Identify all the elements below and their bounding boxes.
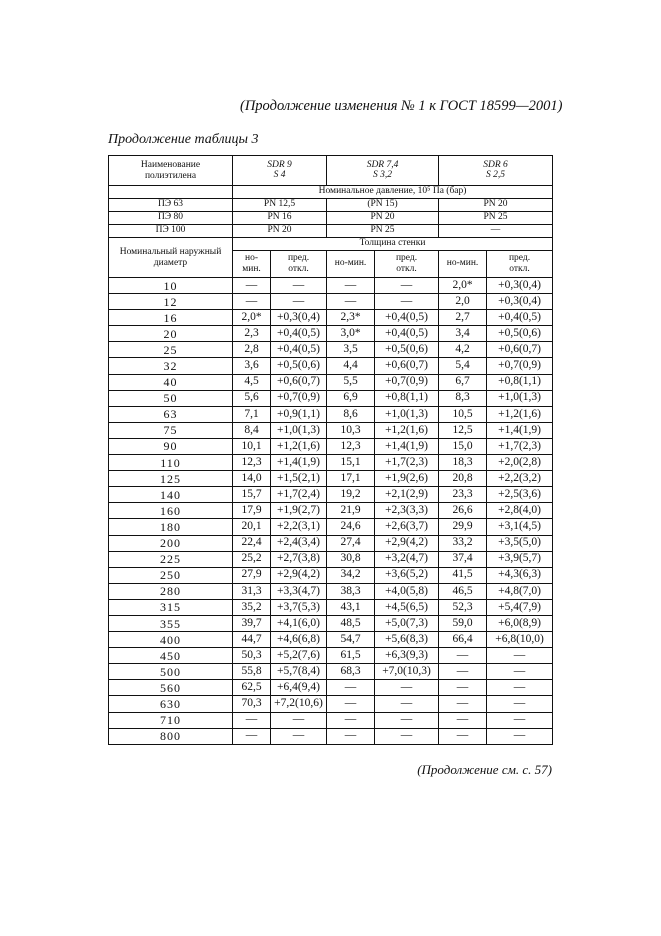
wall-thickness-nominal: — [233,712,271,728]
wall-thickness-nominal: 15,1 [327,455,375,471]
nominal-diameter: 630 [109,696,233,712]
wall-thickness-nominal: 12,3 [327,438,375,454]
wall-thickness-nominal: 27,4 [327,535,375,551]
pressure-value: (PN 15) [327,199,439,212]
table-row [109,535,553,551]
wall-thickness-nominal: 12,5 [439,422,487,438]
wall-thickness-nominal: 59,0 [439,615,487,631]
pe-grade: ПЭ 100 [109,225,233,238]
wall-thickness-tolerance: — [375,278,439,294]
s-label: S 2,5 [486,169,506,180]
wall-thickness-nominal: 66,4 [439,632,487,648]
nominal-diameter: 500 [109,664,233,680]
wall-thickness-tolerance: +0,7(0,9) [271,390,327,406]
wall-thickness-nominal: 10,5 [439,406,487,422]
wall-thickness-nominal: — [439,728,487,744]
wall-thickness-tolerance: +0,6(0,7) [271,374,327,390]
wall-thickness-tolerance: +0,4(0,5) [375,326,439,342]
nominal-diameter: 355 [109,615,233,631]
pressure-value: PN 25 [327,225,439,238]
wall-thickness-tolerance: — [375,680,439,696]
nominal-diameter: 75 [109,422,233,438]
wall-thickness-nominal: 29,9 [439,519,487,535]
nominal-diameter: 125 [109,471,233,487]
wall-thickness-nominal: 3,0* [327,326,375,342]
wall-thickness-nominal: 8,6 [327,406,375,422]
pressure-header: Номинальное давление, 10⁵ Па (бар) [233,186,553,199]
sdr-header-cell [439,156,553,186]
table-caption: Продолжение таблицы 3 [108,132,259,147]
wall-thickness-tolerance: +1,0(1,3) [375,406,439,422]
wall-thickness-tolerance: +1,0(1,3) [487,390,553,406]
wall-thickness-nominal: 24,6 [327,519,375,535]
wall-thickness-tolerance: — [487,728,553,744]
wall-thickness-tolerance: +6,4(9,4) [271,680,327,696]
wall-thickness-tolerance: — [375,696,439,712]
nominal-diameter: 800 [109,728,233,744]
dev-label: пред. откл. [487,251,553,278]
wall-thickness-tolerance: +1,4(1,9) [271,455,327,471]
nominal-diameter: 90 [109,438,233,454]
pressure-row [109,199,553,212]
wall-thickness-nominal: 3,5 [327,342,375,358]
table-row [109,310,553,326]
wall-thickness-tolerance: +2,8(4,0) [487,503,553,519]
wall-thickness-tolerance: +1,2(1,6) [375,422,439,438]
wall-thickness-tolerance: +2,4(3,4) [271,535,327,551]
nominal-diameter: 50 [109,390,233,406]
sdr-label: SDR 7,4 [366,160,399,170]
wall-thickness-nominal: — [439,712,487,728]
dimensions-table [108,155,553,745]
wall-thickness-nominal: 43,1 [327,599,375,615]
sdr-header-cell [233,156,327,186]
wall-thickness-tolerance: +1,0(1,3) [271,422,327,438]
wall-thickness-nominal: — [327,680,375,696]
wall-thickness-tolerance: — [375,728,439,744]
pressure-header-row [109,186,553,199]
wall-thickness-tolerance: +1,9(2,6) [375,471,439,487]
nominal-diameter: 25 [109,342,233,358]
wall-thickness-nominal: 18,3 [439,455,487,471]
wall-thickness-nominal: 61,5 [327,648,375,664]
pressure-value: PN 20 [233,225,327,238]
wall-thickness-tolerance: — [487,696,553,712]
wall-thickness-tolerance: +3,5(5,0) [487,535,553,551]
wall-thickness-tolerance: +2,2(3,1) [271,519,327,535]
wall-thickness-nominal: 52,3 [439,599,487,615]
s-label: S 4 [273,169,286,180]
wall-thickness-tolerance: +2,2(3,2) [487,471,553,487]
wall-thickness-tolerance: — [487,712,553,728]
wall-thickness-tolerance: +2,9(4,2) [271,567,327,583]
wall-thickness-tolerance: +4,1(6,0) [271,615,327,631]
wall-thickness-tolerance: +1,2(1,6) [487,406,553,422]
wall-thickness-nominal: 34,2 [327,567,375,583]
wall-thickness-nominal: 15,0 [439,438,487,454]
wall-thickness-nominal: — [233,728,271,744]
wall-thickness-tolerance: +0,8(1,1) [375,390,439,406]
wall-thickness-tolerance: +0,7(0,9) [487,358,553,374]
wall-thickness-nominal: 2,0 [439,294,487,310]
nominal-diameter: 400 [109,632,233,648]
wall-thickness-tolerance: +0,3(0,4) [487,294,553,310]
blank-cell [109,186,233,199]
pressure-value: PN 25 [439,212,553,225]
wall-thickness-nominal: 55,8 [233,664,271,680]
wall-thickness-tolerance: +2,3(3,3) [375,503,439,519]
wall-thickness-nominal: — [327,712,375,728]
wall-thickness-nominal: 17,1 [327,471,375,487]
wall-thickness-nominal: 37,4 [439,551,487,567]
pressure-value: PN 16 [233,212,327,225]
wall-thickness-tolerance: +4,5(6,5) [375,599,439,615]
wall-thickness-nominal: 17,9 [233,503,271,519]
table-row [109,374,553,390]
sdr-label: SDR 9 [267,160,292,170]
table-row [109,519,553,535]
wall-thickness-nominal: — [327,294,375,310]
wall-thickness-nominal: — [439,680,487,696]
wall-thickness-row [109,238,553,251]
wall-thickness-tolerance: +1,7(2,3) [375,455,439,471]
wall-thickness-nominal: 2,0* [439,278,487,294]
wall-thickness-nominal: 33,2 [439,535,487,551]
wall-thickness-nominal: 62,5 [233,680,271,696]
wall-thickness-tolerance: +0,5(0,6) [375,342,439,358]
wall-thickness-tolerance: +4,0(5,8) [375,583,439,599]
wall-thickness-nominal: 23,3 [439,487,487,503]
wall-thickness-tolerance: +3,9(5,7) [487,551,553,567]
wall-thickness-tolerance: +0,6(0,7) [487,342,553,358]
table-row [109,648,553,664]
wall-thickness-nominal: 4,2 [439,342,487,358]
wall-thickness-nominal: 41,5 [439,567,487,583]
nominal-diameter: 160 [109,503,233,519]
wall-thickness-nominal: 25,2 [233,551,271,567]
pressure-value: PN 20 [327,212,439,225]
sdr-label: SDR 6 [483,160,508,170]
pressure-value: — [439,225,553,238]
wall-thickness-nominal: 35,2 [233,599,271,615]
pressure-row [109,212,553,225]
pe-grade: ПЭ 63 [109,199,233,212]
pressure-value: PN 12,5 [233,199,327,212]
table-row [109,326,553,342]
table-row [109,358,553,374]
wall-thickness-nominal: 3,4 [439,326,487,342]
wall-thickness-nominal: 2,8 [233,342,271,358]
wall-thickness-tolerance: +1,4(1,9) [375,438,439,454]
wall-thickness-tolerance: +0,5(0,6) [487,326,553,342]
wall-thickness-tolerance: — [487,664,553,680]
wall-thickness-nominal: 20,8 [439,471,487,487]
wall-thickness-nominal: — [327,696,375,712]
table-row [109,728,553,744]
nominal-diameter: 250 [109,567,233,583]
nominal-diameter: 63 [109,406,233,422]
wall-thickness-nominal: 48,5 [327,615,375,631]
wall-thickness-tolerance: +5,2(7,6) [271,648,327,664]
wall-thickness-nominal: 2,3* [327,310,375,326]
wall-thickness-tolerance: +7,0(10,3) [375,664,439,680]
wall-thickness-tolerance: +2,5(3,6) [487,487,553,503]
table-row [109,455,553,471]
nom-label: но-мин. [233,251,271,278]
wall-thickness-nominal: 21,9 [327,503,375,519]
footer-note: (Продолжение см. с. 57) [417,762,552,777]
table-row [109,487,553,503]
table-row [109,615,553,631]
wall-thickness-tolerance: +2,9(4,2) [375,535,439,551]
wall-thickness-tolerance: — [375,294,439,310]
nom-label: но-мин. [327,251,375,278]
table-row [109,406,553,422]
nominal-diameter: 225 [109,551,233,567]
wall-thickness-tolerance: +2,6(3,7) [375,519,439,535]
wall-thickness-nominal: 70,3 [233,696,271,712]
wall-thickness-nominal: 38,3 [327,583,375,599]
wall-thickness-nominal: 7,1 [233,406,271,422]
nominal-diameter: 10 [109,278,233,294]
wall-thickness-nominal: 6,9 [327,390,375,406]
table-row [109,390,553,406]
wall-thickness-nominal: 2,7 [439,310,487,326]
wall-thickness-nominal: 54,7 [327,632,375,648]
table-row [109,471,553,487]
wall-thickness-nominal: 8,3 [439,390,487,406]
table-row [109,551,553,567]
wall-thickness-tolerance: +3,2(4,7) [375,551,439,567]
wall-thickness-tolerance: — [271,278,327,294]
diameter-label: Номинальный наружный диаметр [109,238,233,278]
wall-thickness-tolerance: +0,6(0,7) [375,358,439,374]
header-note: (Продолжение изменения № 1 к ГОСТ 18599—2001) [240,98,563,114]
wall-thickness-nominal: 3,6 [233,358,271,374]
wall-thickness-nominal: 31,3 [233,583,271,599]
wall-thickness-nominal: — [233,278,271,294]
table-row [109,278,553,294]
wall-thickness-nominal: 30,8 [327,551,375,567]
wall-thickness-tolerance: +1,7(2,4) [271,487,327,503]
wall-thickness-tolerance: +0,8(1,1) [487,374,553,390]
wall-thickness-tolerance: +2,0(2,8) [487,455,553,471]
nominal-diameter: 140 [109,487,233,503]
wall-thickness-tolerance: +0,9(1,1) [271,406,327,422]
wall-thickness-nominal: — [327,728,375,744]
wall-thickness-nominal: 4,4 [327,358,375,374]
table-row [109,567,553,583]
wall-thickness-nominal: 44,7 [233,632,271,648]
wall-thickness-tolerance: +1,2(1,6) [271,438,327,454]
wall-thickness-nominal: — [327,278,375,294]
wall-thickness-tolerance: +6,0(8,9) [487,615,553,631]
nominal-diameter: 280 [109,583,233,599]
table-row [109,294,553,310]
nominal-diameter: 16 [109,310,233,326]
wall-thickness-tolerance: +0,4(0,5) [271,326,327,342]
wall-thickness-tolerance: +3,3(4,7) [271,583,327,599]
table-row [109,438,553,454]
wall-thickness-tolerance: +4,3(6,3) [487,567,553,583]
table-row [109,599,553,615]
table-row [109,632,553,648]
table-row [109,664,553,680]
sdr-header-cell [327,156,439,186]
wall-thickness-nominal: 5,5 [327,374,375,390]
wall-thickness-tolerance: — [271,712,327,728]
nominal-diameter: 12 [109,294,233,310]
wall-thickness-tolerance: +5,6(8,3) [375,632,439,648]
wall-thickness-tolerance: +3,1(4,5) [487,519,553,535]
nominal-diameter: 32 [109,358,233,374]
wall-thickness-tolerance: +2,7(3,8) [271,551,327,567]
wall-thickness-nominal: — [439,696,487,712]
wall-thickness-tolerance: +0,3(0,4) [487,278,553,294]
wall-thickness-tolerance: +0,3(0,4) [271,310,327,326]
pressure-row [109,225,553,238]
table-row [109,583,553,599]
table-row [109,712,553,728]
pressure-value: PN 20 [439,199,553,212]
wall-thickness-nominal: 39,7 [233,615,271,631]
nominal-diameter: 450 [109,648,233,664]
wall-thickness-nominal: 15,7 [233,487,271,503]
wall-thickness-tolerance: — [487,680,553,696]
wall-thickness-nominal: 68,3 [327,664,375,680]
wall-thickness-tolerance: +3,6(5,2) [375,567,439,583]
nominal-diameter: 180 [109,519,233,535]
wall-thickness-tolerance: +0,7(0,9) [375,374,439,390]
wall-thickness-tolerance: +0,4(0,5) [271,342,327,358]
wall-thickness-tolerance: +6,8(10,0) [487,632,553,648]
wall-thickness-tolerance: — [271,728,327,744]
wall-thickness-tolerance: +2,1(2,9) [375,487,439,503]
table-row [109,342,553,358]
pe-grade: ПЭ 80 [109,212,233,225]
wall-thickness-nominal: 19,2 [327,487,375,503]
wall-thickness-tolerance: +6,3(9,3) [375,648,439,664]
table-body [109,156,553,745]
wall-thickness-nominal: 14,0 [233,471,271,487]
wall-thickness-tolerance: +5,4(7,9) [487,599,553,615]
s-label: S 3,2 [373,169,393,180]
wall-thickness-tolerance: +3,7(5,3) [271,599,327,615]
wall-thickness-nominal: 2,0* [233,310,271,326]
nominal-diameter: 710 [109,712,233,728]
wall-thickness-tolerance: +1,4(1,9) [487,422,553,438]
nominal-diameter: 200 [109,535,233,551]
sdr-header-row [109,156,553,186]
wall-thickness-nominal: 5,6 [233,390,271,406]
wall-thickness-nominal: 26,6 [439,503,487,519]
table-row [109,696,553,712]
wall-thickness-tolerance: — [375,712,439,728]
table-row [109,503,553,519]
wall-thickness-nominal: 5,4 [439,358,487,374]
wall-thickness-tolerance: +4,6(6,8) [271,632,327,648]
wall-thickness-tolerance: +1,7(2,3) [487,438,553,454]
wall-thickness-tolerance: +4,8(7,0) [487,583,553,599]
wall-thickness-nominal: 2,3 [233,326,271,342]
wall-thickness-nominal: 22,4 [233,535,271,551]
dev-label: пред. откл. [271,251,327,278]
nominal-diameter: 110 [109,455,233,471]
wall-thickness-nominal: 27,9 [233,567,271,583]
wall-thickness-nominal: — [233,294,271,310]
nom-label: но-мин. [439,251,487,278]
wall-thickness-tolerance: +5,7(8,4) [271,664,327,680]
wall-thickness-tolerance: +1,5(2,1) [271,471,327,487]
wall-thickness-label: Толщина стенки [233,238,553,251]
wall-thickness-nominal: 10,1 [233,438,271,454]
wall-thickness-nominal: 6,7 [439,374,487,390]
wall-thickness-tolerance: +7,2(10,6) [271,696,327,712]
wall-thickness-nominal: 4,5 [233,374,271,390]
nominal-diameter: 560 [109,680,233,696]
dev-label: пред. откл. [375,251,439,278]
wall-thickness-nominal: 8,4 [233,422,271,438]
nominal-diameter: 20 [109,326,233,342]
wall-thickness-tolerance: +1,9(2,7) [271,503,327,519]
wall-thickness-tolerance: +0,4(0,5) [487,310,553,326]
wall-thickness-tolerance: — [271,294,327,310]
nominal-diameter: 40 [109,374,233,390]
wall-thickness-tolerance: +0,4(0,5) [375,310,439,326]
wall-thickness-nominal: — [439,664,487,680]
table-row [109,422,553,438]
nominal-diameter: 315 [109,599,233,615]
wall-thickness-nominal: 12,3 [233,455,271,471]
wall-thickness-nominal: 10,3 [327,422,375,438]
wall-thickness-nominal: 46,5 [439,583,487,599]
wall-thickness-nominal: 50,3 [233,648,271,664]
wall-thickness-nominal: 20,1 [233,519,271,535]
wall-thickness-tolerance: +5,0(7,3) [375,615,439,631]
wall-thickness-nominal: — [439,648,487,664]
polyethylene-label: Наименование полиэтилена [109,156,233,186]
table-row [109,680,553,696]
wall-thickness-tolerance: +0,5(0,6) [271,358,327,374]
wall-thickness-tolerance: — [487,648,553,664]
